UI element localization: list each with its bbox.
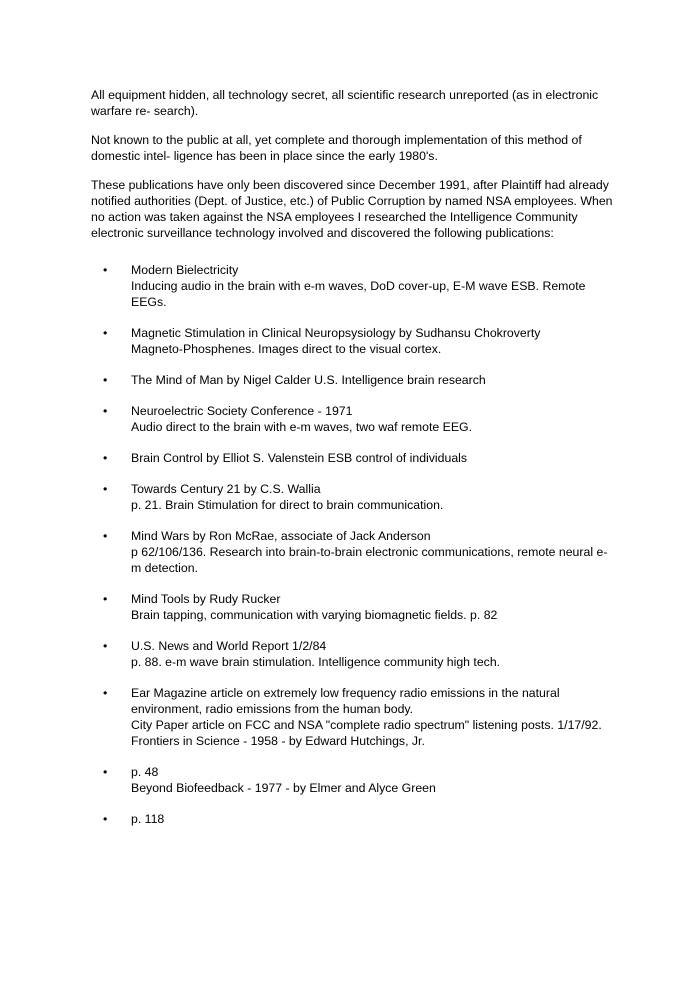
bullet-icon: • xyxy=(103,592,108,606)
item-description: Inducing audio in the brain with e-m waves, DoD cover-up, E-M wave ESB. Remote EEGs. xyxy=(131,279,586,309)
bullet-icon: • xyxy=(103,686,108,700)
item-title: Mind Wars by Ron McRae, associate of Jack Anderson xyxy=(131,529,431,543)
item-title: Brain Control by Elliot S. Valenstein ESB control of individuals xyxy=(131,451,468,465)
bullet-icon: • xyxy=(103,639,108,653)
item-title: Mind Tools by Rudy Rucker xyxy=(131,592,281,606)
item-title: Ear Magazine article on extremely low frequency radio emissions in the natural environment, radio emissions from the human body. xyxy=(131,686,560,716)
list-item xyxy=(91,685,616,749)
item-description: Brain tapping, communication with varying biomagnetic fields. p. 82 xyxy=(131,608,498,622)
item-title: The Mind of Man by Nigel Calder U.S. Intelligence brain research xyxy=(131,373,486,387)
bullet-icon: • xyxy=(103,482,108,496)
list-item xyxy=(91,325,616,357)
item-title: p. 48 xyxy=(131,765,159,779)
list-item xyxy=(91,811,616,827)
bullet-icon: • xyxy=(103,373,108,387)
publication-list xyxy=(91,262,616,827)
list-item xyxy=(91,528,616,576)
list-item xyxy=(91,764,616,796)
paragraph-publications-discovered: These publications have only been discovered since December 1991, after Plaintiff had already notified authorities (Dept. of Justice, etc.) of Public Corruption by named NSA employees. When no action was taken against the NSA employees I researched the Intelligence Community electronic surveillance technology involved and discovered the following publications: xyxy=(91,178,613,240)
item-description: p 62/106/136. Research into brain-to-brain electronic communications, remote neural e-m detection. xyxy=(131,545,608,575)
item-description: Audio direct to the brain with e-m waves, two waf remote EEG. xyxy=(131,420,473,434)
bullet-icon: • xyxy=(103,812,108,826)
document-page xyxy=(91,87,616,842)
list-item xyxy=(91,372,616,388)
item-title: Towards Century 21 by C.S. Wallia xyxy=(131,482,321,496)
list-item xyxy=(91,481,616,513)
item-title: Neuroelectric Society Conference - 1971 xyxy=(131,404,353,418)
bullet-icon: • xyxy=(103,451,108,465)
list-item xyxy=(91,450,616,466)
item-description: p. 21. Brain Stimulation for direct to brain communication. xyxy=(131,498,444,512)
item-description: Frontiers in Science - 1958 - by Edward Hutchings, Jr. xyxy=(131,734,425,748)
paragraph-equipment-hidden: All equipment hidden, all technology secret, all scientific research unreported (as in electronic warfare re- search). xyxy=(91,88,599,118)
bullet-icon: • xyxy=(103,326,108,340)
list-item xyxy=(91,591,616,623)
item-description: Magneto-Phosphenes. Images direct to the visual cortex. xyxy=(131,342,442,356)
bullet-icon: • xyxy=(103,404,108,418)
item-title: U.S. News and World Report 1/2/84 xyxy=(131,639,327,653)
item-description: Beyond Biofeedback - 1977 - by Elmer and Alyce Green xyxy=(131,781,436,795)
bullet-icon: • xyxy=(103,263,108,277)
item-description: City Paper article on FCC and NSA "complete radio spectrum" listening posts. 1/17/92. xyxy=(131,718,602,732)
paragraph-not-known: Not known to the public at all, yet complete and thorough implementation of this method of domestic intel- ligence has been in place since the early 1980's. xyxy=(91,133,582,163)
item-title: Magnetic Stimulation in Clinical Neuropsysiology by Sudhansu Chokroverty xyxy=(131,326,541,340)
item-title: p. 118 xyxy=(131,812,165,826)
list-item xyxy=(91,262,616,310)
item-title: Modern Bielectricity xyxy=(131,263,239,277)
list-item xyxy=(91,638,616,670)
list-item xyxy=(91,403,616,435)
bullet-icon: • xyxy=(103,529,108,543)
bullet-icon: • xyxy=(103,765,108,779)
item-description: p. 88. e-m wave brain stimulation. Intelligence community high tech. xyxy=(131,655,501,669)
